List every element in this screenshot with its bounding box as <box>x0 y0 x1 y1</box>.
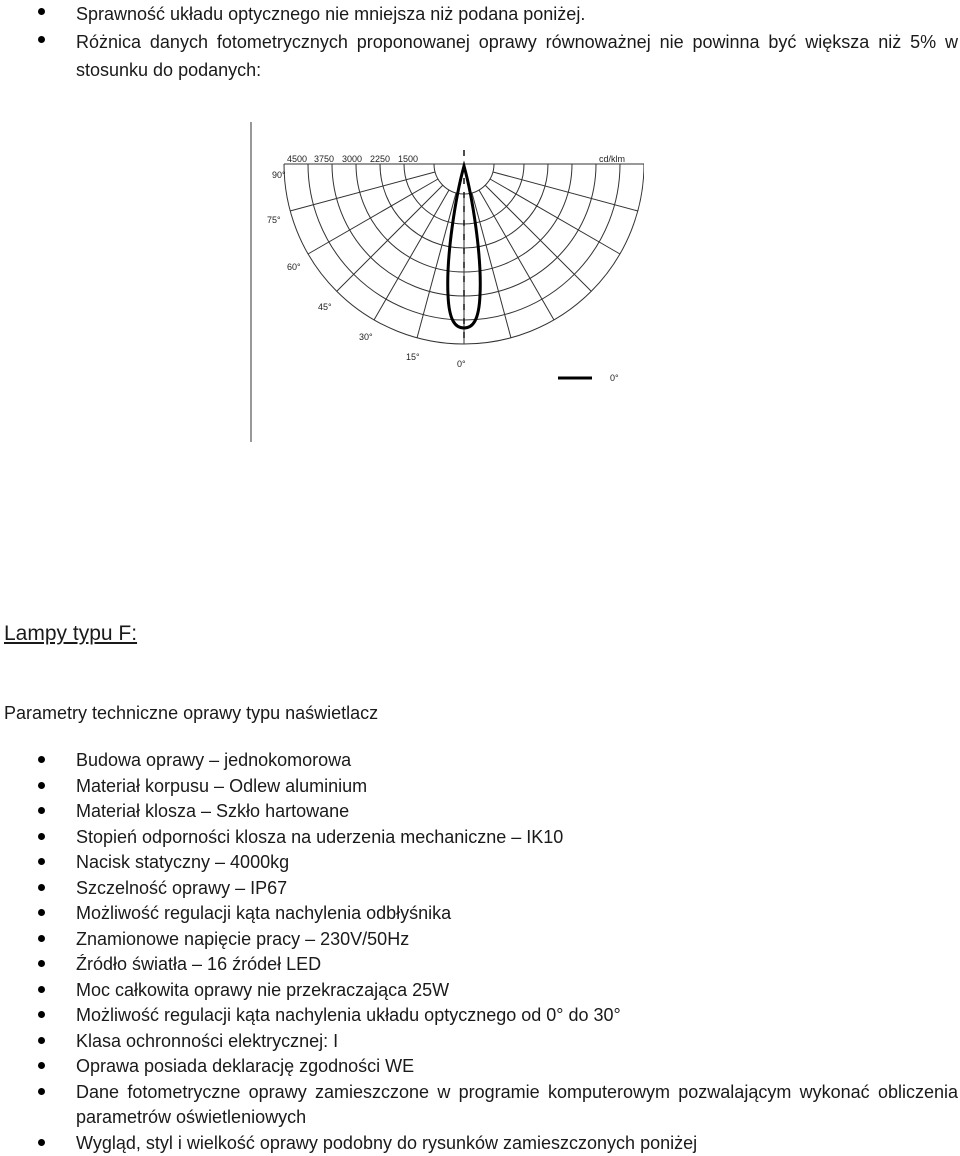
angle-label: 90° <box>272 170 286 180</box>
parameters-subheading: Parametry techniczne oprawy typu naświetlacz <box>4 703 378 724</box>
list-item: Możliwość regulacji kąta nachylenia układu optycznego od 0° do 30° <box>0 1003 960 1029</box>
list-item: Sprawność układu optycznego nie mniejsza niż podana poniżej. <box>0 0 960 28</box>
angle-label: 75° <box>267 215 281 225</box>
angle-label: 30° <box>359 332 373 342</box>
scale-label: 3000 <box>342 154 362 164</box>
list-item: Dane fotometryczne oprawy zamieszczone w programie komputerowym pozwalającym wykonać obliczenia parametrów oświetleniowych <box>0 1080 960 1131</box>
list-item: Moc całkowita oprawy nie przekraczająca 25W <box>0 978 960 1004</box>
list-item: Możliwość regulacji kąta nachylenia odbłyśnika <box>0 901 960 927</box>
angle-label: 45° <box>318 302 332 312</box>
angle-label: 15° <box>406 352 420 362</box>
angle-label: 60° <box>287 262 301 272</box>
legend-label: 0° <box>610 373 619 383</box>
list-item: Materiał klosza – Szkło hartowane <box>0 799 960 825</box>
list-item: Różnica danych fotometrycznych proponowanej oprawy równoważnej nie powinna być większa niż 5% w stosunku do podanych: <box>0 28 960 84</box>
photometric-polar-diagram <box>244 120 644 450</box>
unit-label: cd/klm <box>599 154 625 164</box>
angle-label: 0° <box>457 359 466 369</box>
section-heading: Lampy typu F: <box>4 622 137 646</box>
list-item: Stopień odporności klosza na uderzenia mechaniczne – IK10 <box>0 825 960 851</box>
parameters-list <box>0 748 960 1156</box>
list-item: Materiał korpusu – Odlew aluminium <box>0 774 960 800</box>
list-item: Źródło światła – 16 źródeł LED <box>0 952 960 978</box>
scale-label: 3750 <box>314 154 334 164</box>
list-item: Klasa ochronności elektrycznej: I <box>0 1029 960 1055</box>
scale-label: 1500 <box>398 154 418 164</box>
list-item: Oprawa posiada deklarację zgodności WE <box>0 1054 960 1080</box>
list-item: Szczelność oprawy – IP67 <box>0 876 960 902</box>
intro-bullet-list <box>0 0 960 84</box>
list-item: Budowa oprawy – jednokomorowa <box>0 748 960 774</box>
scale-label: 4500 <box>287 154 307 164</box>
list-item: Wygląd, styl i wielkość oprawy podobny do rysunków zamieszczonych poniżej <box>0 1131 960 1156</box>
scale-label: 2250 <box>370 154 390 164</box>
list-item: Nacisk statyczny – 4000kg <box>0 850 960 876</box>
list-item: Znamionowe napięcie pracy – 230V/50Hz <box>0 927 960 953</box>
